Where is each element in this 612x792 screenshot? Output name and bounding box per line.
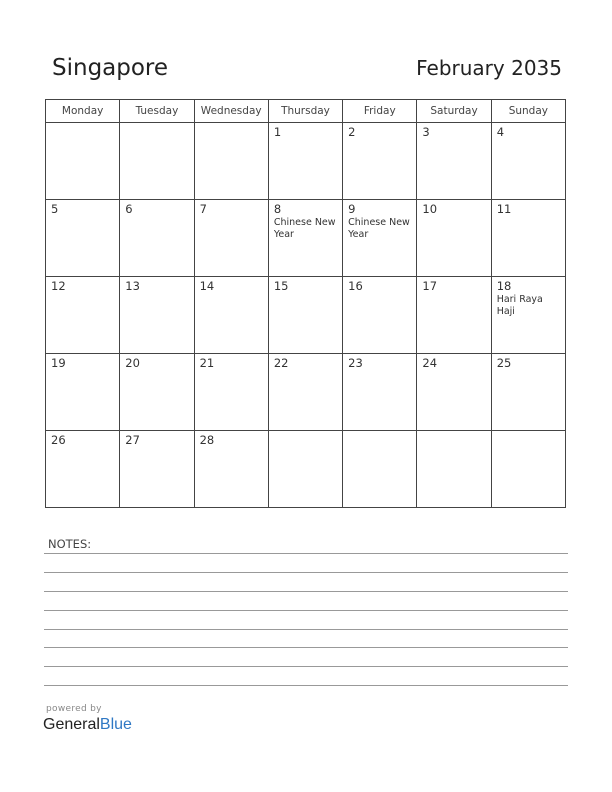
day-cell (417, 431, 491, 508)
note-line (44, 572, 568, 573)
day-number: 27 (125, 433, 140, 447)
note-line (44, 610, 568, 611)
day-number: 20 (125, 356, 140, 370)
day-cell (268, 123, 342, 200)
day-number: 5 (51, 202, 59, 216)
day-cell (343, 200, 417, 277)
day-cell (417, 277, 491, 354)
day-number: 1 (273, 125, 282, 139)
note-line (44, 685, 568, 686)
holiday-label: Chinese New Year (348, 217, 410, 240)
day-number: 28 (199, 433, 215, 447)
brand-general-text: General (43, 716, 100, 733)
day-cell (46, 200, 120, 277)
week-row (46, 277, 566, 354)
note-line (44, 647, 568, 648)
day-cell (120, 123, 194, 200)
day-number: 8 (273, 202, 282, 216)
day-number: 2 (348, 125, 356, 139)
week-row (46, 200, 566, 277)
day-number: 22 (273, 356, 289, 370)
day-cell (120, 277, 194, 354)
day-cell (268, 200, 342, 277)
weekday-header: Sunday (491, 100, 565, 123)
weekday-header: Saturday (417, 100, 491, 123)
day-cell (46, 277, 120, 354)
day-number: 25 (496, 356, 512, 370)
month-title: February 2035 (416, 56, 562, 80)
day-cell (194, 200, 268, 277)
weekday-header: Friday (343, 100, 417, 123)
weekday-header: Thursday (268, 100, 342, 123)
note-line (44, 553, 568, 554)
day-number: 17 (422, 279, 438, 293)
day-cell (46, 431, 120, 508)
day-cell (268, 431, 342, 508)
day-cell (120, 431, 194, 508)
day-number: 16 (348, 279, 363, 293)
week-row (46, 354, 566, 431)
day-cell (343, 277, 417, 354)
day-number: 19 (51, 356, 66, 370)
note-line (44, 666, 568, 667)
day-cell (343, 123, 417, 200)
day-number: 11 (496, 202, 512, 216)
day-number: 9 (348, 202, 356, 216)
day-cell (417, 200, 491, 277)
day-cell (491, 354, 565, 431)
holiday-label: Chinese New Year (273, 217, 336, 240)
day-number: 13 (125, 279, 140, 293)
day-cell (417, 123, 491, 200)
day-cell (417, 354, 491, 431)
brand-logo (43, 716, 132, 734)
day-number: 12 (51, 279, 66, 293)
day-cell (491, 431, 565, 508)
day-cell (268, 354, 342, 431)
week-row (46, 123, 566, 200)
day-number: 6 (125, 202, 133, 216)
day-cell (194, 431, 268, 508)
week-row (46, 431, 566, 508)
day-cell (194, 277, 268, 354)
day-number: 4 (496, 125, 505, 139)
weekday-header-row (46, 100, 566, 123)
day-number: 14 (199, 279, 215, 293)
day-cell (194, 354, 268, 431)
note-line (44, 629, 568, 630)
weekday-header: Tuesday (120, 100, 194, 123)
day-number: 3 (422, 125, 430, 139)
notes-label: NOTES: (48, 537, 92, 551)
day-cell (491, 200, 565, 277)
day-number: 7 (199, 202, 207, 216)
weekday-header: Wednesday (194, 100, 268, 123)
day-cell (343, 431, 417, 508)
note-line (44, 591, 568, 592)
day-cell (120, 200, 194, 277)
weekday-header: Monday (46, 100, 120, 123)
day-number: 18 (496, 279, 512, 293)
day-number: 24 (422, 356, 438, 370)
calendar-grid (45, 99, 566, 508)
region-title: Singapore (52, 55, 169, 81)
day-number: 23 (348, 356, 363, 370)
day-number: 26 (51, 433, 66, 447)
day-number: 15 (273, 279, 289, 293)
day-number: 10 (422, 202, 438, 216)
powered-by-text: powered by (46, 704, 102, 714)
day-cell (120, 354, 194, 431)
day-cell (194, 123, 268, 200)
day-cell (268, 277, 342, 354)
day-cell (46, 123, 120, 200)
day-number: 21 (199, 356, 215, 370)
day-cell (491, 123, 565, 200)
day-cell (46, 354, 120, 431)
day-cell (343, 354, 417, 431)
holiday-label: Hari Raya Haji (496, 294, 543, 317)
day-cell (491, 277, 565, 354)
brand-blue-text: Blue (99, 716, 132, 733)
